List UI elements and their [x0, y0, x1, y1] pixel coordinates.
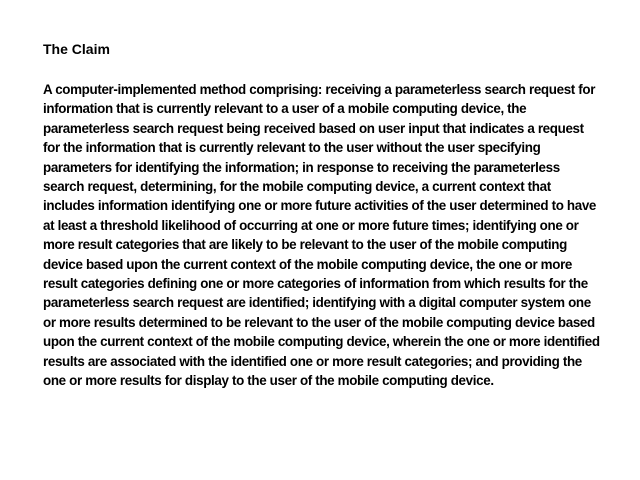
claim-text: A computer-implemented method comprising: receiving a parameterless search request for information that is currently relevant to a user of a mobile computing device, the parameterless search request being received based on user input that indicates a request for the information that is currently relevant to the user without the user specifying parameters for identifying the information; in response to receiving the parameterless search request, determining, for the mobile computing device, a current context that includes information identifying one or more future activities of the user determined to have at least a threshold likelihood of occurring at one or more future times; identifying one or more result categories that are likely to be relevant to the user of the mobile computing device based upon the current context of the mobile computing device, the one or more result categories defining one or more categories of information from which results for the parameterless search request are identified; identifying with a digital computer system one or more results determined to be relevant to the user of the mobile computing device based upon the current context of the mobile computing device, wherein the one or more identified results are associated with the identified one or more result categories; and providing the one or more results for display to the user of the mobile computing device. [43, 82, 600, 389]
page-title: The Claim [43, 41, 110, 57]
